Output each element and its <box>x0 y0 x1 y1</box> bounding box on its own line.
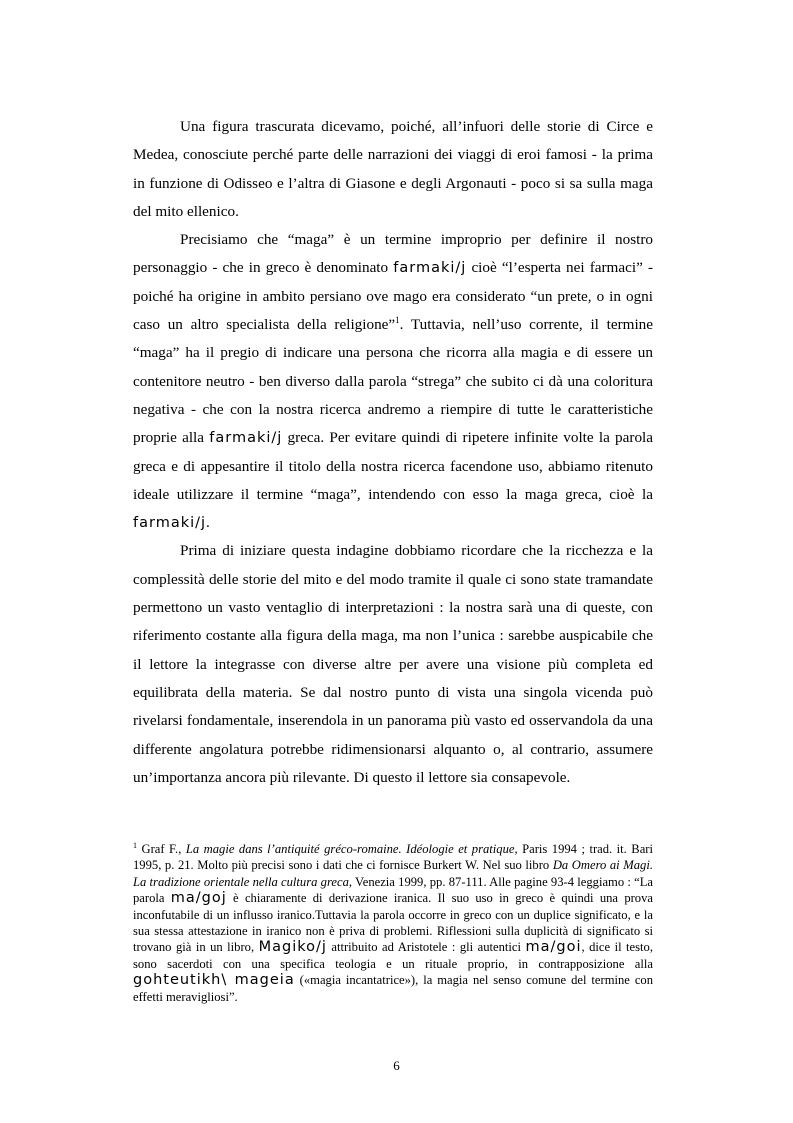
greek-term: farmaki/j <box>393 260 467 277</box>
cited-title: Da Omero ai Magi. La tradizione orientale nella cultura greca <box>133 858 653 889</box>
paragraph-1 <box>133 113 653 226</box>
cited-title: La magie dans l’antiquité gréco-romaine. Idéologie et pratique <box>185 842 515 856</box>
text-run: («magia incantatrice»), la magia nel senso comune del termine con effetti meravigliosi”. <box>133 973 654 1004</box>
greek-term: farmaki/j <box>133 515 207 532</box>
footnote-marker: 1 <box>395 315 400 326</box>
greek-term: farmaki/j <box>209 430 283 447</box>
paragraph-2 <box>133 226 653 537</box>
paragraph-3 <box>133 537 653 792</box>
greek-term: Magiko/j <box>258 939 327 956</box>
text-run: greca. Per evitare quindi di ripetere infinite volte la parola greca e di appesantire il titolo della nostra ricerca facendone uso, abbiamo ritenuto ideale utilizzare il termine “maga”, intendendo con esso la maga greca, cioè la <box>133 429 653 503</box>
body-text <box>133 113 653 792</box>
greek-term: ma/goi <box>525 939 582 956</box>
text-run: . Tuttavia, nell’uso corrente, il termine “maga” ha il pregio di indicare una persona che ricorra alla magia e di essere un contenitore neutro - ben diverso dalla parola “strega” che subito ci dà una coloritura negativa - che con la nostra ricerca andremo a riempire di tutte le caratteristiche proprie alla <box>133 316 653 447</box>
greek-term: gohteutikh\ mageia <box>133 972 295 989</box>
footnote-text <box>133 841 653 1005</box>
text-run: Precisiamo che “maga” è un termine improprio per definire il nostro personaggio - che in greco è denominato <box>133 231 653 277</box>
footnote <box>133 841 653 1005</box>
text-run: , Venezia 1999, pp. 87-111. Alle pagine 93-4 leggiamo : “La parola <box>133 874 653 906</box>
text-run: , dice il testo, sono sacerdoti con una specifica teologia e un rituale proprio, in contrapposizione alla <box>133 940 653 971</box>
text-run: Prima di iniziare questa indagine dobbiamo ricordare che la ricchezza e la complessità delle storie del mito e del modo tramite il quale ci sono state tramandate permettono un vasto ventaglio di interpretazioni : la nostra sarà una di queste, con riferimento costante alla figura della maga, ma non l’unica : sarebbe auspicabile che il lettore la integrasse con diverse altre per avere una visione più completa ed equilibrata della materia. Se dal nostro punto di vista una singola vicenda può rivelarsi fondamentale, inserendola in un panorama più vasto ed osservandola da una differente angolatura potrebbe ridimensionarsi alquanto o, al contrario, assumere un’importanza ancora più rilevante. Di questo il lettore sia consapevole. <box>133 542 653 786</box>
text-run: . <box>206 514 210 532</box>
text-run: Una figura trascurata dicevamo, poiché, all’infuori delle storie di Circe e Medea, conosciute perché parte delle narrazioni dei viaggi di eroi famosi - la prima in funzione di Odisseo e l’altra di Giasone e degli Argonauti - poco si sa sulla maga del mito ellenico. <box>133 118 653 220</box>
text-run: , Paris 1994 ; trad. it. Bari 1995, p. 21. Molto più precisi sono i dati che ci fornisce Burkert W. Nel suo libro <box>133 842 653 873</box>
footnote-marker: 1 <box>133 841 137 850</box>
text-run: è chiaramente di derivazione iranica. Il suo uso in greco è quindi una prova inconfutabile di un influsso iranico.Tuttavia la parola occorre in greco con un duplice significato, e la sua stessa attestazione in iranico non è priva di problemi. Riflessioni sulla duplicità di significato si trovano già in un libro, <box>133 891 653 955</box>
text-run: cioè “l’esperta nei farmaci” - poiché ha origine in ambito persiano ove mago era considerato “un prete, o in ogni caso un altro specialista della religione” <box>133 259 653 334</box>
text-run: Graf F., <box>137 842 186 856</box>
text-run: attribuito ad Aristotele : gli autentici <box>326 940 526 955</box>
page-number: 6 <box>393 1058 400 1073</box>
greek-term: ma/goj <box>170 890 227 907</box>
